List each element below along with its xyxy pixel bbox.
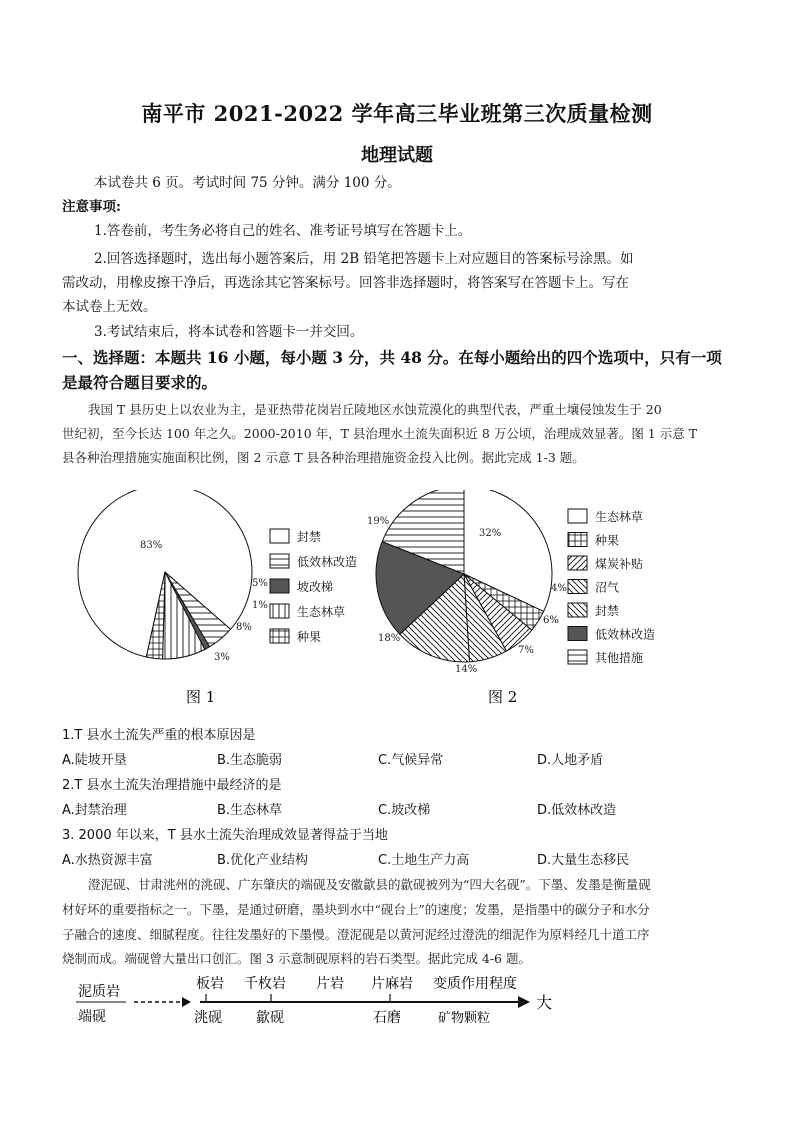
fig3-mudstone-label: 泥质岩	[78, 984, 120, 1000]
legend1-label-1: 低效林改造	[297, 555, 358, 569]
legend2-label-1: 种果	[595, 533, 620, 548]
q1-option-d[interactable]: D.人地矛盾	[537, 753, 604, 768]
pie1-label-4: 3%	[214, 652, 230, 663]
pie2-label-1: 4%	[551, 583, 567, 594]
pie1-label-1: 5%	[252, 578, 268, 589]
fig3-product-sheyan: 歙砚	[256, 1010, 284, 1026]
notice-heading: 注意事项:	[62, 199, 121, 215]
notice-item-2b: 需改动，用橡皮擦干净后，再选涂其它答案标号。回答非选择题时，将答案写在答题卡上。写在	[62, 275, 629, 291]
notice-item-1: 1.答卷前，考生务必将自己的姓名、准考证号填写在答题卡上。	[94, 223, 472, 239]
fig3-duanyan-label: 端砚	[78, 1009, 106, 1025]
pie2-label-6: 19%	[367, 516, 390, 527]
q3-option-b[interactable]: B.优化产业结构	[217, 853, 309, 868]
fig3-rock-schist: 片岩	[316, 976, 344, 992]
fig3-axis-end: 大	[536, 993, 553, 1012]
legend1-swatch-0	[270, 529, 289, 543]
q1-option-a[interactable]: A.陡坡开垦	[62, 753, 127, 768]
legend1-swatch-4	[270, 629, 289, 643]
legend2-swatch-0	[568, 509, 587, 523]
passage2-line2: 材好坏的重要指标之一。下墨，是通过研磨，墨块到水中“砚台上”的速度；发墨，是指墨中的碳分子和水分	[62, 902, 650, 917]
figure3-diagram	[60, 972, 560, 1052]
legend2	[568, 509, 655, 665]
question-2-stem: 2.T 县水土流失治理措施中最经济的是	[62, 778, 282, 793]
pie1-label-2: 1%	[252, 600, 268, 611]
question-1-stem: 1.T 县水土流失严重的根本原因是	[62, 728, 256, 743]
legend1	[270, 529, 357, 644]
fig3-rock-phyllite: 千枚岩	[244, 976, 286, 992]
legend1-swatch-1	[270, 554, 289, 568]
notice-item-3: 3.考试结束后，将本试卷和答题卡一并交回。	[94, 324, 364, 340]
q3-option-c[interactable]: C.土地生产力高	[378, 853, 470, 868]
legend2-label-6: 其他措施	[595, 651, 644, 665]
fig3-rock-gneiss: 片麻岩	[371, 976, 413, 992]
legend2-swatch-2	[568, 556, 587, 570]
legend1-label-4: 种果	[297, 630, 322, 644]
passage2-line3: 子融合的速度、细腻程度。往往发墨好的下墨慢。澄泥砚是以黄河泥经过澄洗的细泥作为原料经几十道工序	[62, 927, 650, 942]
legend1-swatch-2	[270, 579, 289, 593]
pie1-label-0: 83%	[140, 540, 163, 551]
q1-option-c[interactable]: C.气候异常	[378, 753, 444, 768]
pie2-label-2: 6%	[543, 615, 559, 626]
q2-option-a[interactable]: A.封禁治理	[62, 803, 127, 818]
legend1-label-0: 封禁	[297, 530, 322, 544]
legend2-swatch-4	[568, 603, 587, 617]
fig3-dashed-arrowhead	[182, 997, 191, 1007]
legend1-label-3: 生态林草	[297, 605, 346, 619]
passage2-line1: 澄泥砚、甘肃洮州的洮砚、广东肇庆的端砚及安徽歙县的歙砚被列为“四大名砚”。下墨、发墨是衡量砚	[88, 877, 651, 892]
section-heading-line1: 一、选择题：本题共 16 小题，每小题 3 分，共 48 分。在每小题给出的四个选项中，只有一项	[62, 348, 722, 367]
legend1-label-2: 坡改梯	[297, 580, 334, 594]
legend2-swatch-5	[568, 627, 587, 641]
fig3-product-mineral: 矿物颗粒	[438, 1011, 491, 1026]
intro-text: 本试卷共 6 页。考试时间 75 分钟。满分 100 分。	[94, 175, 401, 191]
pie2-label-5: 18%	[378, 633, 401, 644]
passage1-line1: 我国 T 县历史上以农业为主，是亚热带花岗岩丘陵地区水蚀荒漠化的典型代表，严重土壤侵蚀发生于 20	[88, 402, 662, 417]
legend2-swatch-6	[568, 650, 587, 664]
legend2-label-5: 低效林改造	[595, 627, 656, 642]
fig3-product-stonemill: 石磨	[373, 1010, 401, 1026]
exam-subtitle: 地理试题	[361, 145, 433, 166]
passage2-line4: 烧制而成。端砚曾大量出口创汇。图 3 示意制砚原料的岩石类型。据此完成 4-6 题。	[62, 951, 531, 966]
q1-option-b[interactable]: B.生态脆弱	[217, 753, 283, 768]
pie2-slices	[376, 490, 552, 662]
q2-option-d[interactable]: D.低效林改造	[537, 803, 617, 818]
notice-item-2c: 本试卷上无效。	[62, 299, 157, 315]
pie2-label-0: 32%	[479, 528, 502, 539]
q2-option-b[interactable]: B.生态林草	[217, 803, 283, 818]
fig3-axis-label: 变质作用程度	[433, 976, 517, 992]
legend2-label-4: 封禁	[595, 604, 620, 618]
pie1-slices	[78, 490, 252, 659]
question-3-stem: 3. 2000 年以来，T 县水土流失治理成效显著得益于当地	[62, 828, 388, 843]
q3-option-a[interactable]: A.水热资源丰富	[62, 853, 153, 868]
pie1-label-3: 8%	[236, 622, 252, 633]
passage1-line2: 世纪初，至今长达 100 年之久。2000-2010 年，T 县治理水土流失面积近 8 万公顷，治理成效显著。图 1 示意 T	[62, 426, 698, 441]
q2-option-c[interactable]: C.坡改梯	[378, 803, 431, 818]
legend2-label-3: 沼气	[595, 580, 620, 595]
figure1-caption: 图 1	[186, 688, 216, 706]
fig3-axis-arrowhead	[518, 996, 530, 1008]
passage1-line3: 县各种治理措施实施面积比例，图 2 示意 T 县各种治理措施资金投入比例。据此完成 1-3 题。	[62, 450, 585, 465]
section-heading-line2: 是最符合题目要求的。	[62, 373, 218, 392]
figure2-caption: 图 2	[488, 688, 518, 706]
figure2-chart	[362, 490, 692, 715]
pie2-label-3: 7%	[518, 645, 534, 656]
legend1-swatch-3	[270, 604, 289, 618]
pie2-label-4: 14%	[455, 664, 478, 675]
legend2-label-2: 煤炭补贴	[595, 557, 644, 571]
fig3-product-taoyan: 洮砚	[194, 1010, 222, 1026]
fig3-rock-slate: 板岩	[196, 976, 224, 992]
figure1-chart	[60, 490, 360, 715]
legend2-label-0: 生态林草	[595, 510, 644, 524]
legend2-swatch-3	[568, 580, 587, 594]
legend2-swatch-1	[568, 533, 587, 547]
notice-item-2a: 2.回答选择题时，选出每小题答案后，用 2B 铅笔把答题卡上对应题目的答案标号涂黑。如	[94, 251, 634, 267]
q3-option-d[interactable]: D.大量生态移民	[537, 853, 630, 868]
exam-title: 南平市 2021-2022 学年高三毕业班第三次质量检测	[141, 101, 653, 126]
